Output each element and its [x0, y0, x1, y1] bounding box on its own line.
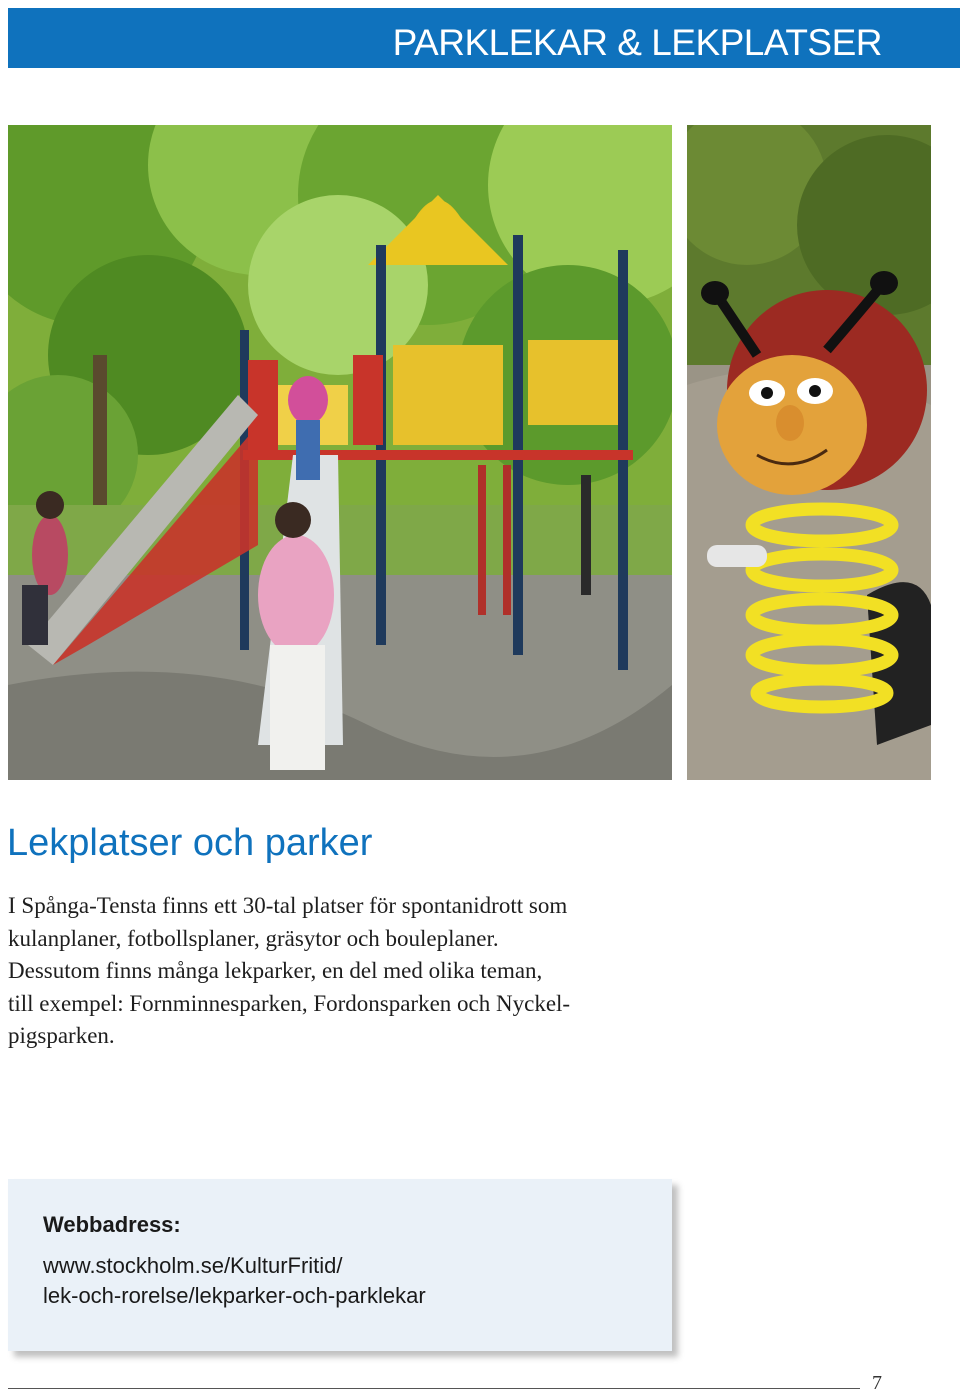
header-bar	[8, 8, 960, 68]
section-heading: Lekplatser och parker	[7, 822, 373, 864]
ladybug-spring-rider-photo	[687, 125, 931, 780]
web-address-line[interactable]: lek-och-rorelse/lekparker-och-parklekar	[43, 1283, 426, 1308]
body-line: pigsparken.	[8, 1023, 115, 1048]
web-address-line[interactable]: www.stockholm.se/KulturFritid/	[43, 1253, 343, 1278]
body-line: Dessutom finns många lekparker, en del med olika teman,	[8, 958, 543, 983]
body-paragraph	[8, 890, 698, 1053]
web-address-link[interactable]	[43, 1251, 426, 1311]
playground-photo	[8, 125, 672, 780]
page-section-title: PARKLEKAR & LEKPLATSER	[392, 22, 882, 63]
body-line: kulanplaner, fotbollsplaner, gräsytor och bouleplaner.	[8, 925, 499, 951]
body-line: till exempel: Fornminnesparken, Fordonsparken och Nyckel-	[8, 990, 571, 1016]
web-address-label: Webbadress:	[43, 1212, 181, 1237]
page-number: 7	[872, 1372, 882, 1394]
web-address-box	[8, 1179, 672, 1351]
body-line: I Spånga-Tensta finns ett 30-tal platser för spontanidrott som	[8, 893, 568, 918]
footer-divider	[8, 1388, 860, 1389]
